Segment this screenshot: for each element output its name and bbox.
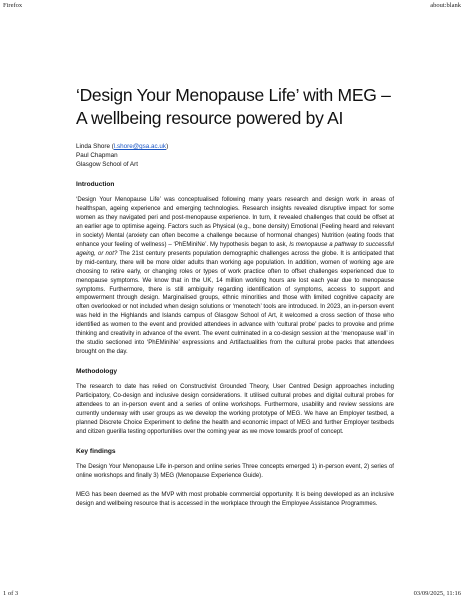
key-findings-paragraph-2: MEG has been deemed as the MVP with most probable commercial opportunity. It is being developed as an inclusive design and wellbeing resource that is accessed in the workplace through the Employee Assistance Programmes.	[76, 491, 394, 507]
title-line-1: ‘Design Your Menopause Life’ with MEG –	[76, 85, 391, 105]
document-body	[76, 84, 394, 519]
title-line-2: A wellbeing resource powered by AI	[76, 108, 344, 128]
page-counter: 1 of 3	[3, 590, 19, 597]
author-1	[76, 142, 394, 151]
print-datetime: 03/09/2025, 11:16	[413, 590, 461, 597]
key-findings-paragraph-1: The Design Your Menopause Life in-person and online series Three concepts emerged 1) in-person event, 2) series of online workshops and finally 3) MEG (Menopause Experience Guide).	[76, 463, 394, 479]
browser-app-name: Firefox	[3, 2, 23, 9]
author-1-name: Linda Shore (	[76, 143, 114, 150]
author-2: Paul Chapman	[76, 152, 118, 159]
methodology-paragraph: The research to date has relied on Constructivist Grounded Theory, User Centred Design approaches including Participatory, Co-design and inclusive design considerations. It utilised cultural probes and digital cultural probes for attendees to an in-person event and a series of online workshops. Furthermore, usability and review sessions are currently underway with user groups as we develop the working prototype of MEG. We have an Employer testbed, a planned Discrete Choice Experiment to define the health and economic impact of MEG and further Employer testbeds and citizen guerilla testing opportunities over the coming year as we move towards proof of concept.	[76, 384, 394, 435]
methodology-heading: Methodology	[76, 368, 118, 376]
introduction-heading: Introduction	[76, 181, 115, 188]
print-footer	[0, 588, 464, 600]
intro-text-part-1: ‘Design Your Menopause Life’ was conceptualised following many years research and design work in areas of healthspan, ageing experience and emerging technologies. Research insights revealed disruptive impact for some women as they navigated peri and post-menopause experience. In turn, it revealed challenges that could be offset at an earlier age to optimise ageing. Factors such as Physical (e.g., bone density) Emotional (Feeling heard and relevant in society) Mental (anxiety can often become a challenge because of hormonal changes) Nutrition (eating foods that enhance your feeling of wellness) – ‘PhEMiniNe’. My hypothesis began to ask,	[76, 197, 394, 248]
intro-text-part-2: The 21st century presents population demographic challenges across the globe. It is anticipated that by mid-century, there will be more older adults than working age population. In addition, women of working age are choosing to retire early, or changing roles or types of work practice often to offset challenges experienced due to menopause symptoms. We know that in the UK, 14 million working hours are lost each year due to menopause symptoms. Furthermore, there is still ambiguity regarding identification of symptoms, access to support and empowerment through design. Marginalised groups, ethnic minorities and those with limited cognitive capacity are often overlooked or not included when design solutions or ‘menotech’ tools are introduced. In 2023, an in-person event was held in the Highlands and Islands campus of Glasgow School of Art, it welcomed a cross section of those who identified as women to the event and provided attendees in advance with ‘cultural probe’ packs to provoke and prime thinking and creativity in advance of the event. The event culminated in a co-design session at the ‘menopause wall’ in the studio sectioned into ‘PhEMiniNe’ expressions and Artifactualities from the cultural probe packs that attendees brought on the day.	[76, 250, 394, 356]
document-title	[76, 84, 394, 130]
affiliation: Glasgow School of Art	[76, 161, 138, 168]
author-email-link[interactable]: l.shore@gsa.ac.uk	[113, 143, 167, 150]
author-1-close: )	[166, 143, 169, 150]
browser-url: about:blank	[430, 2, 461, 9]
print-header	[0, 0, 464, 12]
introduction-paragraph	[76, 196, 394, 357]
key-findings-heading: Key findings	[76, 447, 116, 455]
intro-italic-question: Is menopause a pathway to successful ageing, or not?	[76, 241, 394, 257]
author-block	[76, 142, 394, 169]
